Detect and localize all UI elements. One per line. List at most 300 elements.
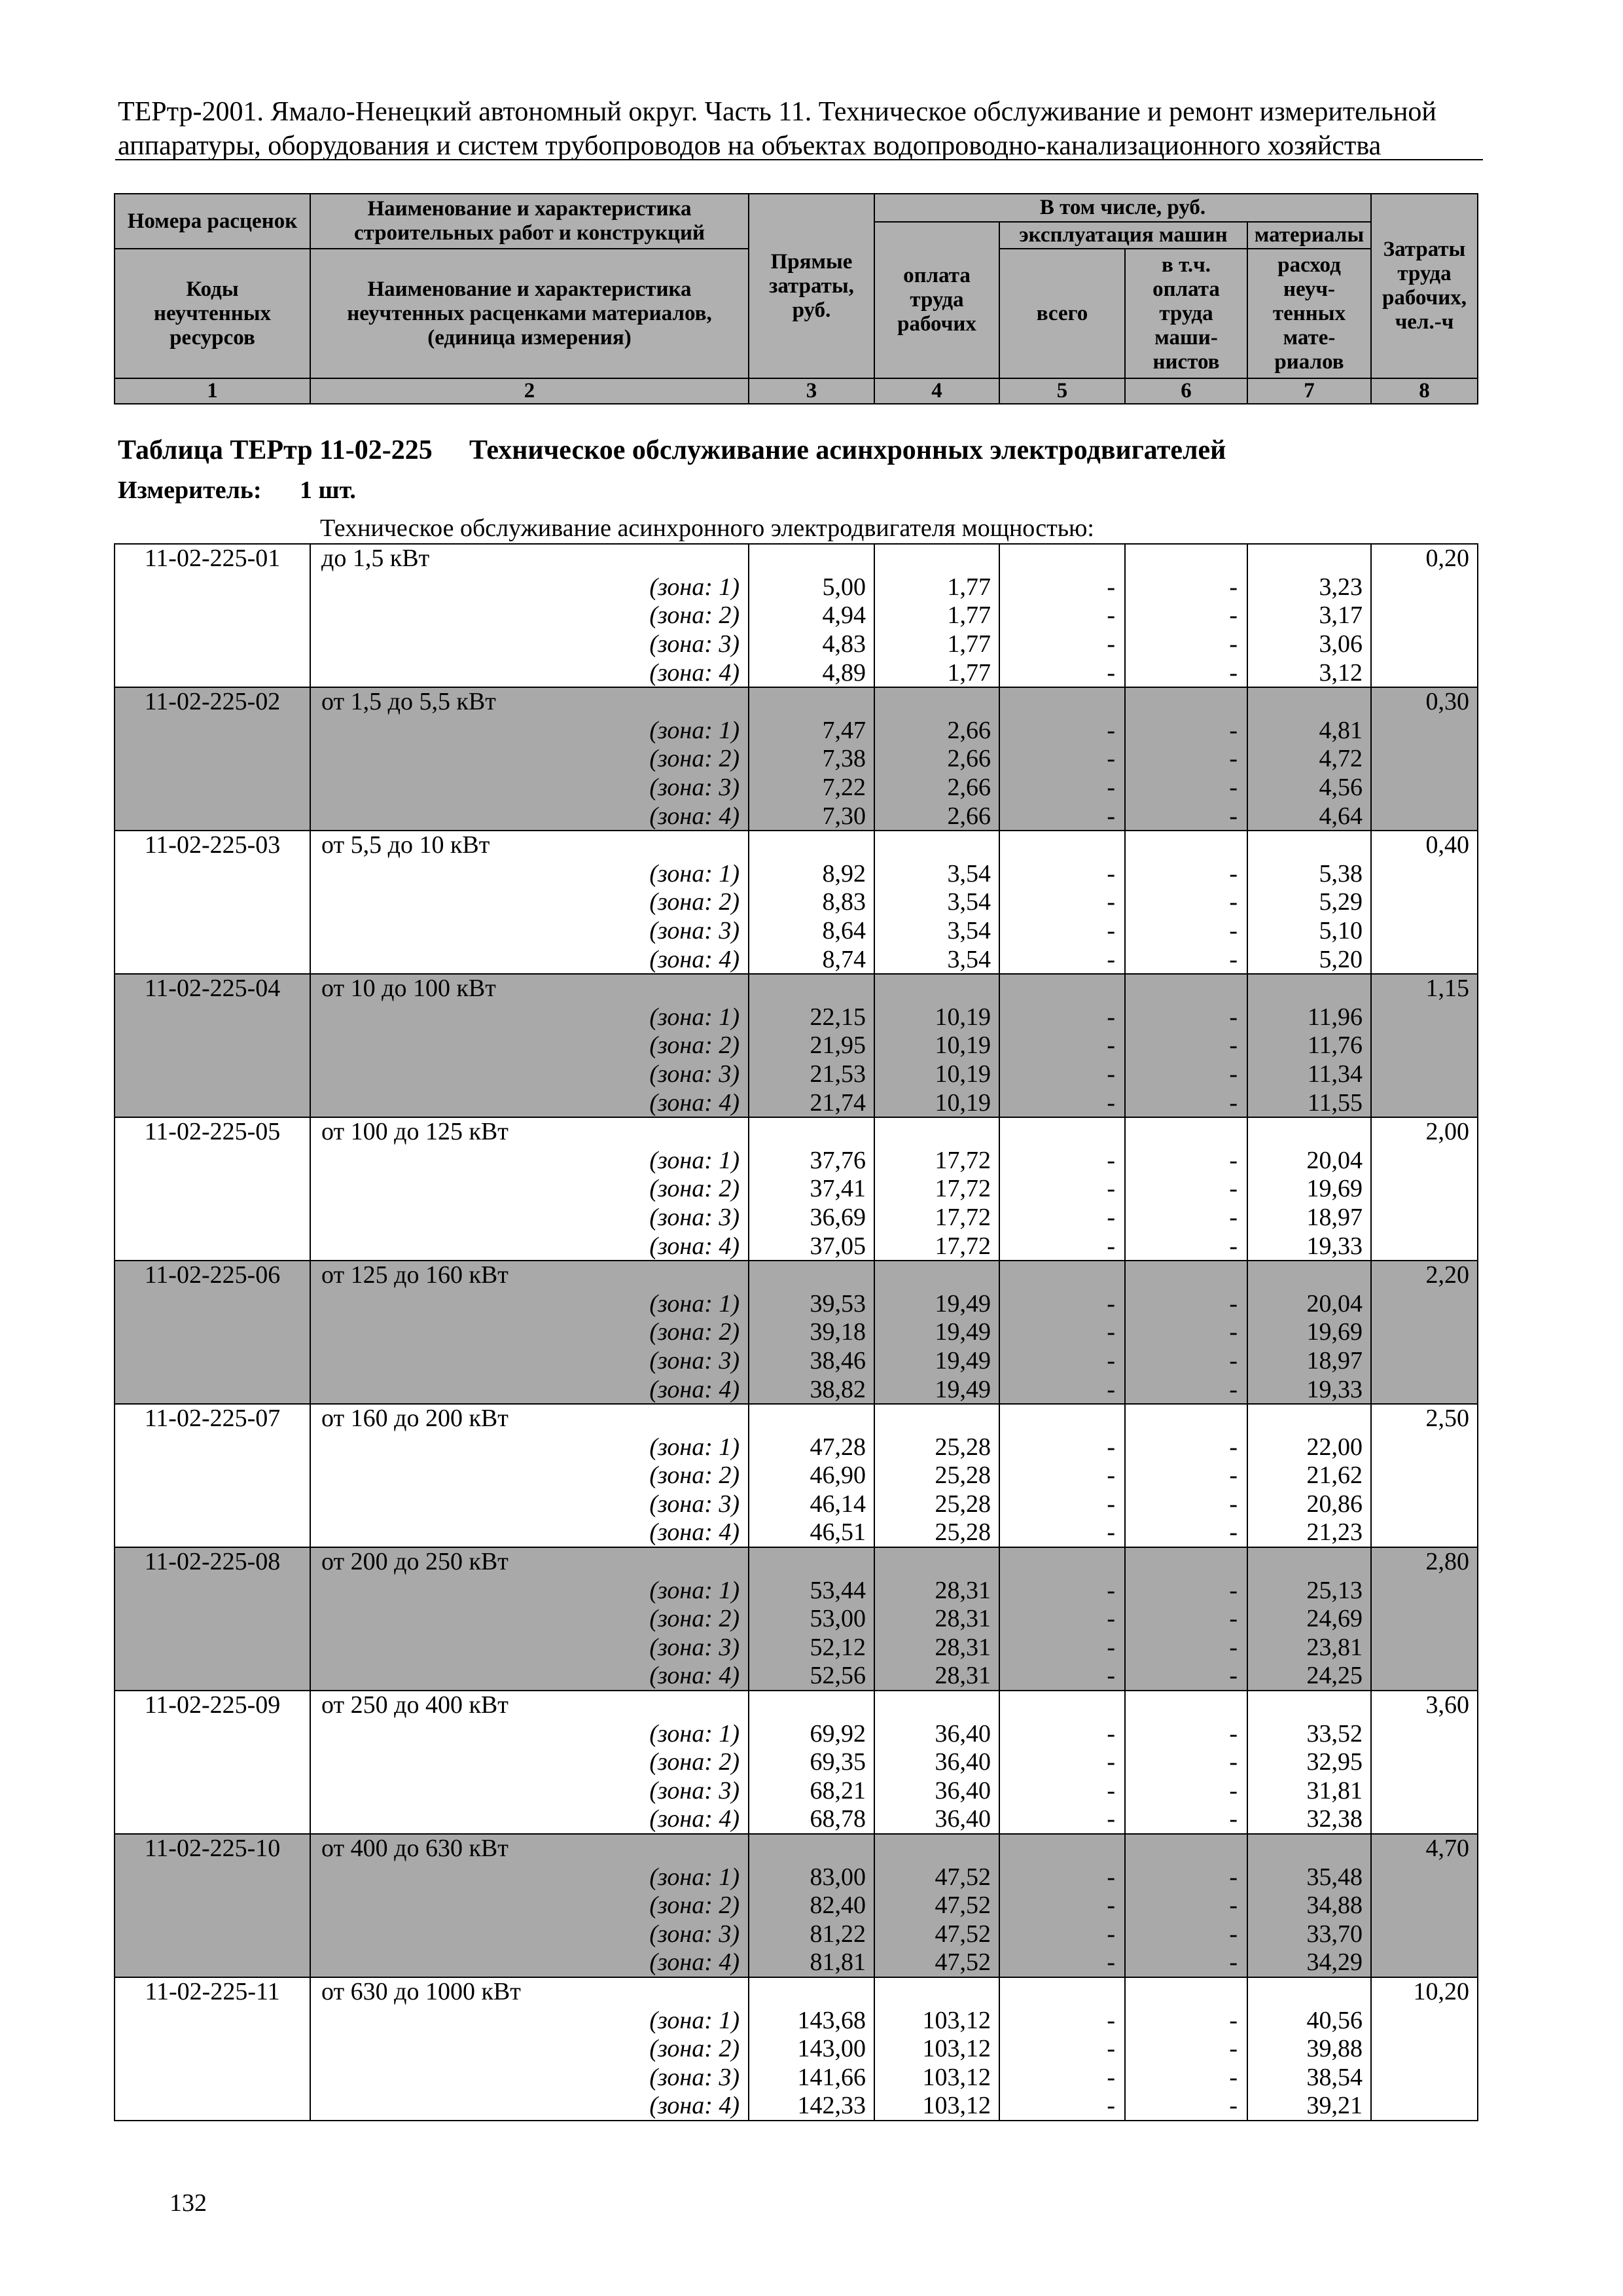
zone-row xyxy=(115,573,1478,601)
direct-cost: 52,56 xyxy=(749,1662,874,1691)
worker-wages: 25,28 xyxy=(874,1462,999,1490)
zone-label: (зона: 2) xyxy=(310,1175,749,1204)
labor-hours: 1,15 xyxy=(1371,974,1478,1003)
materials-cost: 5,20 xyxy=(1247,945,1371,974)
meter-value: 1 шт. xyxy=(300,476,356,504)
worker-wages: 19,49 xyxy=(874,1375,999,1404)
column-number: 1 xyxy=(115,378,310,404)
machinist-wages: - xyxy=(1125,1863,1247,1892)
empty-cell xyxy=(999,1261,1125,1289)
empty-cell xyxy=(1247,1117,1371,1146)
page-number: 132 xyxy=(169,2189,207,2217)
empty-cell xyxy=(749,1547,874,1576)
empty-cell xyxy=(749,974,874,1003)
empty-cell xyxy=(1371,1518,1478,1547)
zone-row xyxy=(115,1633,1478,1662)
column-number: 6 xyxy=(1125,378,1247,404)
machines-total: - xyxy=(999,1518,1125,1547)
empty-cell xyxy=(1371,1060,1478,1088)
direct-cost: 37,76 xyxy=(749,1146,874,1175)
empty-cell xyxy=(1371,1203,1478,1232)
rate-row xyxy=(115,1404,1478,1433)
zone-label: (зона: 3) xyxy=(310,773,749,802)
machinist-wages: - xyxy=(1125,1719,1247,1748)
empty-cell xyxy=(749,1404,874,1433)
worker-wages: 2,66 xyxy=(874,773,999,802)
machinist-wages: - xyxy=(1125,1203,1247,1232)
machinist-wages: - xyxy=(1125,1088,1247,1117)
materials-cost: 3,06 xyxy=(1247,630,1371,658)
empty-cell xyxy=(1371,2063,1478,2092)
worker-wages: 28,31 xyxy=(874,1662,999,1691)
rate-row xyxy=(115,974,1478,1003)
empty-cell xyxy=(1371,1805,1478,1834)
zone-row xyxy=(115,1462,1478,1490)
machines-total: - xyxy=(999,1175,1125,1204)
empty-cell xyxy=(1371,2092,1478,2121)
worker-wages: 19,49 xyxy=(874,1289,999,1318)
machines-total: - xyxy=(999,716,1125,745)
materials-cost: 32,38 xyxy=(1247,1805,1371,1834)
machinist-wages: - xyxy=(1125,2063,1247,2092)
zone-row xyxy=(115,1604,1478,1633)
worker-wages: 103,12 xyxy=(874,2063,999,2092)
direct-cost: 7,22 xyxy=(749,773,874,802)
empty-cell xyxy=(115,1462,310,1490)
empty-cell xyxy=(115,802,310,831)
machinist-wages: - xyxy=(1125,1462,1247,1490)
materials-cost: 32,95 xyxy=(1247,1748,1371,1776)
direct-cost: 39,18 xyxy=(749,1318,874,1347)
machinist-wages: - xyxy=(1125,1346,1247,1375)
direct-cost: 46,51 xyxy=(749,1518,874,1547)
rate-code: 11-02-225-07 xyxy=(115,1404,310,1433)
empty-cell xyxy=(1371,1604,1478,1633)
empty-cell xyxy=(1247,544,1371,573)
empty-cell xyxy=(1371,1003,1478,1031)
zone-row xyxy=(115,1948,1478,1977)
zone-label: (зона: 2) xyxy=(310,1891,749,1920)
zone-label: (зона: 3) xyxy=(310,1920,749,1948)
empty-cell xyxy=(1247,831,1371,859)
machines-total: - xyxy=(999,1948,1125,1977)
materials-cost: 24,69 xyxy=(1247,1604,1371,1633)
empty-cell xyxy=(749,1977,874,2006)
machines-total: - xyxy=(999,1232,1125,1261)
empty-cell xyxy=(115,1031,310,1060)
materials-cost: 11,76 xyxy=(1247,1031,1371,1060)
worker-wages: 3,54 xyxy=(874,945,999,974)
zone-label: (зона: 1) xyxy=(310,1003,749,1031)
direct-cost: 8,83 xyxy=(749,888,874,917)
materials-cost: 5,10 xyxy=(1247,916,1371,945)
zone-row xyxy=(115,1318,1478,1347)
zone-label: (зона: 4) xyxy=(310,802,749,831)
direct-cost: 47,28 xyxy=(749,1433,874,1462)
machines-total: - xyxy=(999,773,1125,802)
machines-total: - xyxy=(999,1433,1125,1462)
empty-cell xyxy=(999,1547,1125,1576)
rate-code: 11-02-225-02 xyxy=(115,687,310,716)
materials-cost: 38,54 xyxy=(1247,2063,1371,2092)
machinist-wages: - xyxy=(1125,1232,1247,1261)
worker-wages: 36,40 xyxy=(874,1748,999,1776)
zone-row xyxy=(115,1232,1478,1261)
materials-cost: 33,52 xyxy=(1247,1719,1371,1748)
rate-code: 11-02-225-11 xyxy=(115,1977,310,2006)
empty-cell xyxy=(115,1662,310,1691)
zone-label: (зона: 2) xyxy=(310,2034,749,2063)
direct-cost: 37,05 xyxy=(749,1232,874,1261)
zone-row xyxy=(115,1031,1478,1060)
empty-cell xyxy=(874,1261,999,1289)
labor-hours: 2,20 xyxy=(1371,1261,1478,1289)
materials-cost: 21,23 xyxy=(1247,1518,1371,1547)
empty-cell xyxy=(749,1117,874,1146)
machines-total: - xyxy=(999,888,1125,917)
zone-row xyxy=(115,773,1478,802)
machines-total: - xyxy=(999,2063,1125,2092)
zone-row xyxy=(115,1060,1478,1088)
empty-cell xyxy=(115,1175,310,1204)
empty-cell xyxy=(115,945,310,974)
empty-cell xyxy=(999,1977,1125,2006)
machinist-wages: - xyxy=(1125,802,1247,831)
table-title-name: Техническое обслуживание асинхронных электродвигателей xyxy=(469,435,1226,465)
empty-cell xyxy=(115,859,310,888)
machines-total: - xyxy=(999,859,1125,888)
header-including: В том числе, руб. xyxy=(874,194,1371,222)
worker-wages: 47,52 xyxy=(874,1863,999,1892)
empty-cell xyxy=(1125,1691,1247,1719)
labor-hours: 0,20 xyxy=(1371,544,1478,573)
header-work-name: Наименование и характеристика строительных работ и конструкций xyxy=(310,194,749,249)
empty-cell xyxy=(749,1691,874,1719)
zone-row xyxy=(115,1518,1478,1547)
empty-cell xyxy=(1371,2006,1478,2035)
zone-label: (зона: 1) xyxy=(310,1719,749,1748)
zone-row xyxy=(115,1289,1478,1318)
rate-code: 11-02-225-05 xyxy=(115,1117,310,1146)
worker-wages: 47,52 xyxy=(874,1891,999,1920)
machines-total: - xyxy=(999,1863,1125,1892)
empty-cell xyxy=(1247,1261,1371,1289)
empty-cell xyxy=(115,916,310,945)
materials-cost: 40,56 xyxy=(1247,2006,1371,2035)
empty-cell xyxy=(999,1691,1125,1719)
machines-total: - xyxy=(999,802,1125,831)
header-machinist-wages: в т.ч. оплата труда маши- нистов xyxy=(1125,249,1247,378)
worker-wages: 10,19 xyxy=(874,1088,999,1117)
machinist-wages: - xyxy=(1125,1604,1247,1633)
empty-cell xyxy=(1125,1547,1247,1576)
worker-wages: 3,54 xyxy=(874,916,999,945)
materials-cost: 34,88 xyxy=(1247,1891,1371,1920)
zone-label: (зона: 4) xyxy=(310,945,749,974)
empty-cell xyxy=(1247,1404,1371,1433)
materials-cost: 5,38 xyxy=(1247,859,1371,888)
empty-cell xyxy=(1247,1977,1371,2006)
worker-wages: 3,54 xyxy=(874,888,999,917)
worker-wages: 1,77 xyxy=(874,658,999,687)
materials-cost: 25,13 xyxy=(1247,1576,1371,1605)
materials-cost: 20,86 xyxy=(1247,1490,1371,1518)
machinist-wages: - xyxy=(1125,1776,1247,1805)
header-direct-costs: Прямые затраты, руб. xyxy=(749,194,874,378)
zone-label: (зона: 1) xyxy=(310,859,749,888)
direct-cost: 4,94 xyxy=(749,601,874,630)
zone-label: (зона: 4) xyxy=(310,1375,749,1404)
materials-cost: 4,72 xyxy=(1247,745,1371,774)
rate-description: от 250 до 400 кВт xyxy=(310,1691,749,1719)
machinist-wages: - xyxy=(1125,1748,1247,1776)
machines-total: - xyxy=(999,1146,1125,1175)
materials-cost: 19,69 xyxy=(1247,1318,1371,1347)
direct-cost: 22,15 xyxy=(749,1003,874,1031)
empty-cell xyxy=(749,831,874,859)
empty-cell xyxy=(999,1834,1125,1863)
empty-cell xyxy=(1371,573,1478,601)
empty-cell xyxy=(999,831,1125,859)
direct-cost: 38,46 xyxy=(749,1346,874,1375)
empty-cell xyxy=(115,1748,310,1776)
machinist-wages: - xyxy=(1125,601,1247,630)
zone-row xyxy=(115,1719,1478,1748)
direct-cost: 68,78 xyxy=(749,1805,874,1834)
machinist-wages: - xyxy=(1125,1920,1247,1948)
empty-cell xyxy=(1125,1977,1247,2006)
empty-cell xyxy=(1125,831,1247,859)
zone-row xyxy=(115,802,1478,831)
header-number-row xyxy=(115,378,1478,404)
worker-wages: 28,31 xyxy=(874,1633,999,1662)
zone-label: (зона: 1) xyxy=(310,1433,749,1462)
machines-total: - xyxy=(999,1633,1125,1662)
running-header-line-1: ТЕРтр-2001. Ямало-Ненецкий автономный округ. Часть 11. Техническое обслуживание и ремонт измерительной xyxy=(118,97,1436,127)
direct-cost: 37,41 xyxy=(749,1175,874,1204)
zone-row xyxy=(115,1375,1478,1404)
worker-wages: 103,12 xyxy=(874,2034,999,2063)
zone-row xyxy=(115,2006,1478,2035)
zone-label: (зона: 4) xyxy=(310,1662,749,1691)
zone-row xyxy=(115,1891,1478,1920)
worker-wages: 17,72 xyxy=(874,1175,999,1204)
empty-cell xyxy=(115,1891,310,1920)
materials-cost: 18,97 xyxy=(1247,1346,1371,1375)
empty-cell xyxy=(115,1776,310,1805)
empty-cell xyxy=(1371,1920,1478,1948)
materials-cost: 20,04 xyxy=(1247,1289,1371,1318)
empty-cell xyxy=(749,1834,874,1863)
zone-label: (зона: 2) xyxy=(310,1748,749,1776)
rate-description: от 200 до 250 кВт xyxy=(310,1547,749,1576)
rate-row xyxy=(115,831,1478,859)
machines-total: - xyxy=(999,1490,1125,1518)
machines-total: - xyxy=(999,1920,1125,1948)
empty-cell xyxy=(1371,1088,1478,1117)
worker-wages: 28,31 xyxy=(874,1576,999,1605)
machines-total: - xyxy=(999,1031,1125,1060)
empty-cell xyxy=(1371,1891,1478,1920)
empty-cell xyxy=(115,1576,310,1605)
machines-total: - xyxy=(999,2092,1125,2121)
machinist-wages: - xyxy=(1125,1633,1247,1662)
rate-row xyxy=(115,1691,1478,1719)
direct-cost: 21,53 xyxy=(749,1060,874,1088)
machines-total: - xyxy=(999,1289,1125,1318)
worker-wages: 103,12 xyxy=(874,2092,999,2121)
empty-cell xyxy=(1371,1662,1478,1691)
empty-cell xyxy=(1371,630,1478,658)
direct-cost: 52,12 xyxy=(749,1633,874,1662)
rate-description: от 10 до 100 кВт xyxy=(310,974,749,1003)
zone-label: (зона: 1) xyxy=(310,716,749,745)
materials-cost: 39,88 xyxy=(1247,2034,1371,2063)
zone-row xyxy=(115,745,1478,774)
empty-cell xyxy=(115,773,310,802)
empty-cell xyxy=(874,687,999,716)
rate-description: от 160 до 200 кВт xyxy=(310,1404,749,1433)
empty-cell xyxy=(115,2006,310,2035)
rate-row xyxy=(115,1547,1478,1576)
machines-total: - xyxy=(999,1088,1125,1117)
empty-cell xyxy=(1371,1375,1478,1404)
machines-total: - xyxy=(999,1748,1125,1776)
zone-label: (зона: 2) xyxy=(310,1462,749,1490)
empty-cell xyxy=(115,1146,310,1175)
empty-cell xyxy=(1371,716,1478,745)
direct-cost: 5,00 xyxy=(749,573,874,601)
worker-wages: 17,72 xyxy=(874,1232,999,1261)
column-number: 3 xyxy=(749,378,874,404)
zone-label: (зона: 2) xyxy=(310,1604,749,1633)
zone-label: (зона: 3) xyxy=(310,1203,749,1232)
empty-cell xyxy=(115,1518,310,1547)
zone-row xyxy=(115,888,1478,917)
empty-cell xyxy=(1371,1433,1478,1462)
machinist-wages: - xyxy=(1125,658,1247,687)
empty-cell xyxy=(115,1318,310,1347)
machinist-wages: - xyxy=(1125,1891,1247,1920)
empty-cell xyxy=(115,1948,310,1977)
direct-cost: 143,68 xyxy=(749,2006,874,2035)
empty-cell xyxy=(115,2092,310,2121)
empty-cell xyxy=(1125,687,1247,716)
zone-row xyxy=(115,1920,1478,1948)
machines-total: - xyxy=(999,1662,1125,1691)
zone-row xyxy=(115,859,1478,888)
empty-cell xyxy=(1371,802,1478,831)
empty-cell xyxy=(1371,859,1478,888)
empty-cell xyxy=(1371,773,1478,802)
rate-row xyxy=(115,544,1478,573)
empty-cell xyxy=(874,544,999,573)
worker-wages: 19,49 xyxy=(874,1346,999,1375)
machines-total: - xyxy=(999,2034,1125,2063)
materials-cost: 11,34 xyxy=(1247,1060,1371,1088)
empty-cell xyxy=(1371,1863,1478,1892)
empty-cell xyxy=(115,1805,310,1834)
worker-wages: 10,19 xyxy=(874,1031,999,1060)
materials-cost: 4,81 xyxy=(1247,716,1371,745)
machines-total: - xyxy=(999,573,1125,601)
empty-cell xyxy=(1371,1462,1478,1490)
zone-row xyxy=(115,2063,1478,2092)
empty-cell xyxy=(115,601,310,630)
empty-cell xyxy=(1371,1175,1478,1204)
empty-cell xyxy=(115,1433,310,1462)
direct-cost: 46,14 xyxy=(749,1490,874,1518)
materials-cost: 33,70 xyxy=(1247,1920,1371,1948)
empty-cell xyxy=(874,831,999,859)
rate-code: 11-02-225-04 xyxy=(115,974,310,1003)
labor-hours: 10,20 xyxy=(1371,1977,1478,2006)
direct-cost: 21,74 xyxy=(749,1088,874,1117)
direct-cost: 142,33 xyxy=(749,2092,874,2121)
meter-label: Измеритель: xyxy=(118,476,262,504)
empty-cell xyxy=(999,687,1125,716)
empty-cell xyxy=(115,1719,310,1748)
machines-total: - xyxy=(999,1576,1125,1605)
machines-total: - xyxy=(999,916,1125,945)
column-number: 5 xyxy=(999,378,1125,404)
zone-label: (зона: 2) xyxy=(310,601,749,630)
direct-cost: 39,53 xyxy=(749,1289,874,1318)
header-material-name: Наименование и характеристика неучтенных расценками материалов, (единица измерения) xyxy=(310,249,749,378)
worker-wages: 2,66 xyxy=(874,745,999,774)
zone-label: (зона: 2) xyxy=(310,888,749,917)
zone-row xyxy=(115,1346,1478,1375)
zone-row xyxy=(115,2092,1478,2121)
empty-cell xyxy=(1371,1346,1478,1375)
zone-label: (зона: 3) xyxy=(310,1776,749,1805)
materials-cost: 4,56 xyxy=(1247,773,1371,802)
empty-cell xyxy=(1371,1719,1478,1748)
machines-total: - xyxy=(999,1003,1125,1031)
machines-total: - xyxy=(999,2006,1125,2035)
worker-wages: 1,77 xyxy=(874,630,999,658)
rate-code: 11-02-225-10 xyxy=(115,1834,310,1863)
machines-total: - xyxy=(999,1891,1125,1920)
worker-wages: 2,66 xyxy=(874,716,999,745)
worker-wages: 25,28 xyxy=(874,1518,999,1547)
column-number: 2 xyxy=(310,378,749,404)
empty-cell xyxy=(115,1289,310,1318)
empty-cell xyxy=(1371,1289,1478,1318)
zone-label: (зона: 4) xyxy=(310,1948,749,1977)
materials-cost: 39,21 xyxy=(1247,2092,1371,2121)
empty-cell xyxy=(115,1863,310,1892)
empty-cell xyxy=(874,1691,999,1719)
empty-cell xyxy=(749,1261,874,1289)
machinist-wages: - xyxy=(1125,1948,1247,1977)
zone-row xyxy=(115,1490,1478,1518)
empty-cell xyxy=(999,544,1125,573)
materials-cost: 11,96 xyxy=(1247,1003,1371,1031)
zone-label: (зона: 3) xyxy=(310,1490,749,1518)
empty-cell xyxy=(999,974,1125,1003)
machines-total: - xyxy=(999,1318,1125,1347)
labor-hours: 2,00 xyxy=(1371,1117,1478,1146)
machines-total: - xyxy=(999,745,1125,774)
zone-label: (зона: 4) xyxy=(310,1232,749,1261)
zone-label: (зона: 1) xyxy=(310,1146,749,1175)
machines-total: - xyxy=(999,1776,1125,1805)
machinist-wages: - xyxy=(1125,945,1247,974)
column-number: 7 xyxy=(1247,378,1371,404)
machinist-wages: - xyxy=(1125,773,1247,802)
worker-wages: 36,40 xyxy=(874,1719,999,1748)
